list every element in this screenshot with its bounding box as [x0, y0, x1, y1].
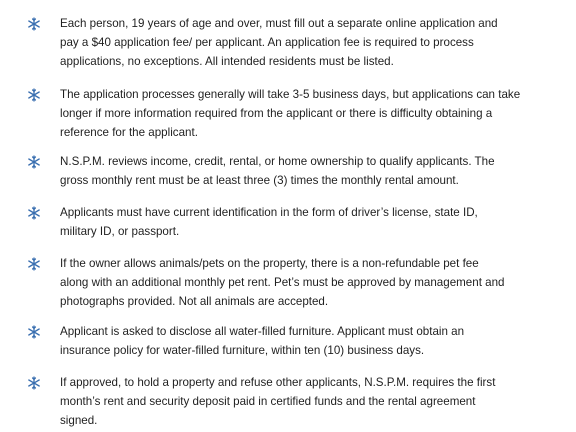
text-line: photographs provided. Not all animals are accepted. — [60, 295, 329, 309]
policy-item-text — [60, 203, 566, 241]
text-line: N.S.P.M. reviews income, credit, rental, or home ownership to qualify applicants. The — [60, 155, 495, 168]
snowflake-asterisk-icon — [27, 17, 41, 31]
snowflake-asterisk-icon — [27, 206, 41, 220]
text-line: If approved, to hold a property and refuse other applicants, N.S.P.M. requires the first — [60, 376, 496, 389]
policy-item-text — [60, 373, 566, 431]
text-line: Each person, 19 years of age and over, must fill out a separate online application and — [60, 17, 498, 30]
text-line: insurance policy for water-filled furniture, within ten (10) business days. — [60, 344, 425, 358]
text-line: pay a $40 application fee/ per applicant. An application fee is required to process — [60, 36, 474, 50]
snowflake-asterisk-icon — [27, 257, 41, 271]
snowflake-asterisk-icon — [27, 88, 41, 102]
policy-item-text — [60, 254, 566, 312]
text-line: If the owner allows animals/pets on the property, there is a non-refundable pet fee — [60, 257, 479, 270]
text-line: month’s rent and security deposit paid in certified funds and the rental agreement — [60, 395, 476, 409]
policy-item-text — [60, 322, 566, 360]
text-line: Applicant is asked to disclose all water-filled furniture. Applicant must obtain an — [60, 325, 465, 338]
snowflake-asterisk-icon — [27, 325, 41, 339]
snowflake-asterisk-icon — [27, 155, 41, 169]
snowflake-asterisk-icon — [27, 376, 41, 390]
policy-item-text — [60, 14, 566, 72]
text-line: signed. — [60, 414, 98, 428]
text-line: along with an additional monthly pet rent. Pet’s must be approved by management and — [60, 276, 505, 290]
text-line: military ID, or passport. — [60, 225, 180, 239]
text-line: reference for the applicant. — [60, 126, 198, 140]
policy-item-text — [60, 85, 566, 143]
text-line: gross monthly rent must be at least three (3) times the monthly rental amount. — [60, 174, 459, 188]
text-line: The application processes generally will take 3-5 business days, but applications can take — [60, 88, 521, 101]
text-line: longer if more information required from the applicant or there is difficulty obtaining a — [60, 107, 493, 121]
text-line: Applicants must have current identification in the form of driver’s license, state ID, — [60, 206, 478, 219]
policy-item-text — [60, 152, 566, 190]
text-line: applications, no exceptions. All intended residents must be listed. — [60, 55, 394, 69]
